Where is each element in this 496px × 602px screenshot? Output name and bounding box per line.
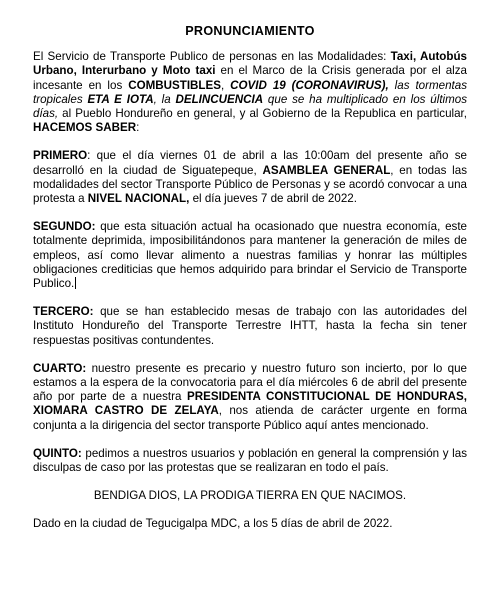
primero-text: , en todas las modalidades del sector Transporte Público de Personas y se acordó convocar a una protesta a <box>33 163 468 206</box>
intro-storms: ETA E IOTA <box>87 92 154 106</box>
quinto-text: pedimos a nuestros usuarios y población en general la comprensión y las disculpas de caso por las protestas que se realizaran en todo el país. <box>33 446 467 475</box>
intro-hacemos-saber: HACEMOS SABER <box>33 121 137 135</box>
intro-paragraph <box>33 50 467 135</box>
intro-text: : <box>136 121 140 135</box>
paragraph-tercero <box>33 305 467 348</box>
intro-text-italic: que se ha multiplicado en los últimos días, <box>33 92 468 121</box>
tercero-label: TERCERO: <box>33 305 94 319</box>
intro-text-italic: las tormentas tropicales <box>33 78 467 106</box>
paragraph-quinto <box>33 447 467 475</box>
cuarto-label: CUARTO: <box>33 361 87 375</box>
segundo-label: SEGUNDO: <box>33 220 96 234</box>
intro-text: al Pueblo Hondureño en general, y al Gobierno de la Republica en particular, <box>58 107 467 121</box>
cuarto-text: , nos atienda de carácter urgente en forma conjunta a la dirigencia del sector transporte Público aquí antes mencionado. <box>33 404 467 432</box>
primero-text: el día jueves 7 de abril de 2022. <box>189 192 357 206</box>
primero-asamblea: ASAMBLEA GENERAL <box>262 163 391 177</box>
primero-label: PRIMERO <box>33 149 88 163</box>
intro-text: , <box>220 78 231 92</box>
intro-text-italic: , la <box>153 92 176 106</box>
primero-text: : que el día viernes 01 de abril a las 10:00am del presente año se desarrolló en la ciudad de Siguatepeque, <box>33 149 467 177</box>
paragraph-cuarto <box>33 362 467 433</box>
document-title: PRONUNCIAMIENTO <box>185 24 315 38</box>
intro-text: en el Marco de la Crisis generada por el alza incesante en los <box>33 64 467 92</box>
tercero-text: que se han establecido mesas de trabajo con las autoridades del Instituto Hondureño del Transporte Terrestre IHTT, hasta la fecha sin tener respuestas positivas contundentes. <box>33 305 467 347</box>
intro-text: El Servicio de Transporte Publico de personas en las Modalidades: <box>33 50 391 64</box>
blessing-line: BENDIGA DIOS, LA PRODIGA TIERRA EN QUE NACIMOS. <box>93 489 407 503</box>
text-cursor <box>75 277 76 289</box>
quinto-label: QUINTO: <box>33 446 82 460</box>
closing-line: Dado en la ciudad de Tegucigalpa MDC, a los 5 días de abril de 2022. <box>33 517 393 531</box>
paragraph-primero <box>33 149 467 206</box>
cuarto-text: nuestro presente es precario y nuestro futuro son incierto, por lo que estamos a la espera de la convocatoria para el día miércoles 6 de abril del presente año por parte de a nuestra <box>33 361 467 404</box>
primero-nivel-nacional: NIVEL NACIONAL, <box>87 192 190 206</box>
paragraph-segundo <box>33 220 467 291</box>
intro-fuel: COMBUSTIBLES <box>128 78 221 92</box>
segundo-text: que esta situación actual ha ocasionado que nuestra economía, este totalmente deprimida, imposibilitándonos para mantener la generación de miles de empleos, así como llevar alimento a nuestras familias y honrar las múltiples obligaciones crediticias que hemos adquirido para brindar el Servicio de Transporte Publico. <box>33 220 467 291</box>
intro-covid: COVID 19 (CORONAVIRUS), <box>230 78 389 92</box>
intro-crime: DELINCUENCIA <box>175 92 264 106</box>
intro-modalities: Taxi, Autobús Urbano, Interurbano y Moto taxi <box>33 50 467 78</box>
cuarto-presidenta: PRESIDENTA CONSTITUCIONAL DE HONDURAS, XIOMARA CASTRO DE ZELAYA <box>33 390 467 418</box>
